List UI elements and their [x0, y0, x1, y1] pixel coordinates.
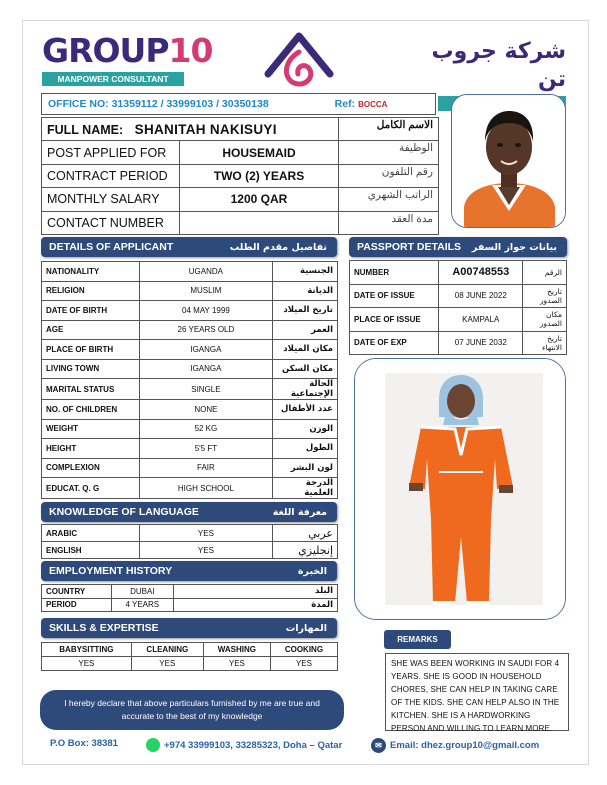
passport-row	[350, 308, 567, 332]
skill-header: BABYSITTING	[42, 643, 132, 657]
passport-label: DATE OF EXP	[350, 331, 439, 355]
passport-label: NUMBER	[350, 261, 439, 285]
language-section-title-ar: معرفة اللغة	[272, 506, 327, 518]
applicant-ar: عدد الأطفال	[273, 400, 338, 420]
ref-value: BOCCA	[358, 99, 388, 109]
employment-value: DUBAI	[111, 585, 173, 599]
summary-value: TWO (2) YEARS	[179, 164, 339, 187]
applicant-value: SINGLE	[139, 379, 272, 400]
applicant-row	[42, 439, 338, 459]
skill-value: YES	[131, 657, 203, 671]
employment-row	[42, 598, 338, 612]
passport-ar: مكان الصدور	[523, 308, 567, 332]
language-value: YES	[139, 525, 272, 542]
summary-table	[41, 117, 439, 235]
applicant-row	[42, 301, 338, 321]
applicant-value: NONE	[139, 400, 272, 420]
applicant-ar: الوزن	[273, 419, 338, 439]
applicant-ar: الجنسية	[273, 262, 338, 282]
applicant-value: 5'5 FT	[139, 439, 272, 459]
office-row	[41, 93, 436, 115]
applicant-label: AGE	[42, 320, 140, 340]
applicant-table	[41, 261, 338, 499]
full-name-cell	[42, 118, 339, 141]
office-numbers: OFFICE NO: 31359112 / 33999103 / 30350138	[48, 98, 269, 110]
applicant-ar: الدرجة العلمية	[273, 478, 338, 499]
applicant-ar: الطول	[273, 439, 338, 459]
language-value: YES	[139, 542, 272, 559]
email-icon: ✉	[371, 738, 386, 753]
language-section-header	[41, 502, 337, 522]
applicant-label: PLACE OF BIRTH	[42, 340, 140, 360]
applicant-label: DATE OF BIRTH	[42, 301, 140, 321]
summary-value: 1200 QAR	[179, 188, 339, 211]
summary-row	[42, 164, 439, 187]
full-name-ar: الاسم الكامل	[339, 118, 439, 141]
skills-section-title: SKILLS & EXPERTISE	[49, 622, 159, 634]
remarks-title: REMARKS	[384, 630, 451, 649]
employment-section-header	[41, 561, 337, 581]
applicant-value: UGANDA	[139, 262, 272, 282]
passport-row	[350, 261, 567, 285]
ref-label: Ref:	[334, 98, 356, 110]
applicant-section-title: DETAILS OF APPLICANT	[49, 241, 174, 253]
footer-email[interactable]	[371, 738, 539, 753]
applicant-row	[42, 458, 338, 478]
applicant-row	[42, 478, 338, 499]
passport-value: 07 JUNE 2032	[439, 331, 523, 355]
applicant-row	[42, 262, 338, 282]
passport-table	[349, 260, 567, 355]
skill-value: YES	[203, 657, 270, 671]
applicant-ar: الديانة	[273, 281, 338, 301]
summary-value	[179, 211, 339, 234]
applicant-row	[42, 281, 338, 301]
headshot-photo	[451, 94, 566, 228]
summary-value: HOUSEMAID	[179, 141, 339, 164]
declaration-banner: I hereby declare that above particulars furnished by me are true and accurate to the best of my knowledge	[40, 690, 344, 730]
applicant-value: IGANGA	[139, 340, 272, 360]
passport-label: PLACE OF ISSUE	[350, 308, 439, 332]
applicant-label: NO. OF CHILDREN	[42, 400, 140, 420]
applicant-ar: لون البشر	[273, 458, 338, 478]
applicant-value: MUSLIM	[139, 281, 272, 301]
language-ar: عربي	[273, 525, 338, 542]
applicant-label: HEIGHT	[42, 439, 140, 459]
passport-ar: تاريخ الانتهاء	[523, 331, 567, 355]
applicant-row	[42, 419, 338, 439]
applicant-section-header	[41, 237, 337, 257]
skill-header: CLEANING	[131, 643, 203, 657]
applicant-ar: العمر	[273, 320, 338, 340]
employment-value: 4 YEARS	[111, 598, 173, 612]
summary-ar: مدة العقد	[339, 211, 439, 234]
summary-ar: الوظيفة	[339, 141, 439, 164]
summary-label: CONTRACT PERIOD	[42, 164, 180, 187]
applicant-label: NATIONALITY	[42, 262, 140, 282]
summary-label: MONTHLY SALARY	[42, 188, 180, 211]
skills-section-title-ar: المهارات	[285, 622, 327, 634]
passport-ar: تاريخ الصدور	[523, 284, 567, 308]
summary-ar: الراتب الشهري	[339, 188, 439, 211]
skills-value-row	[42, 657, 338, 671]
remarks-text: SHE WAS BEEN WORKING IN SAUDI FOR 4 YEARS. SHE IS GOOD IN HOUSEHOLD CHORES, SHE CAN HELP IN TAKING CARE OF THE KIDS. SHE CAN HELP ALSO IN THE KITCHEN. SHE IS A HARDWORKING PERSON AND WILLING TO LEARN MORE.	[385, 653, 569, 731]
employment-table	[41, 584, 338, 612]
footer-po-box	[50, 738, 118, 749]
employment-ar: المدة	[173, 598, 337, 612]
passport-row	[350, 284, 567, 308]
passport-value: A00748553	[439, 261, 523, 285]
applicant-value: 26 YEARS OLD	[139, 320, 272, 340]
brand-name-part1: GROUP	[42, 31, 169, 70]
applicant-ar: مكان السكن	[273, 359, 338, 379]
full-body-photo	[354, 358, 566, 620]
summary-row	[42, 211, 439, 234]
skill-header: COOKING	[270, 643, 337, 657]
employment-ar: البلد	[173, 585, 337, 599]
applicant-value: FAIR	[139, 458, 272, 478]
applicant-value: 04 MAY 1999	[139, 301, 272, 321]
skills-header-row	[42, 643, 338, 657]
applicant-ar: تاريخ الميلاد	[273, 301, 338, 321]
employment-label: COUNTRY	[42, 585, 112, 599]
passport-section-title-ar: بيانات جواز السفر	[471, 241, 557, 253]
group10-logo	[42, 31, 213, 86]
skills-table	[41, 642, 338, 671]
language-label: ARABIC	[42, 525, 140, 542]
applicant-value: IGANGA	[139, 359, 272, 379]
applicant-row	[42, 379, 338, 400]
passport-label: DATE OF ISSUE	[350, 284, 439, 308]
passport-section-title: PASSPORT DETAILS	[357, 241, 462, 253]
summary-label: POST APPLIED FOR	[42, 141, 180, 164]
full-name-value: SHANITAH NAKISUYI	[134, 121, 277, 137]
employment-section-title: EMPLOYMENT HISTORY	[49, 565, 173, 577]
employment-label: PERIOD	[42, 598, 112, 612]
employment-row	[42, 585, 338, 599]
language-table	[41, 524, 338, 559]
applicant-label: LIVING TOWN	[42, 359, 140, 379]
applicant-label: MARITAL STATUS	[42, 379, 140, 400]
full-name-label: FULL NAME:	[47, 122, 124, 137]
language-row	[42, 542, 338, 559]
applicant-row	[42, 340, 338, 360]
brand-emblem-icon	[264, 30, 334, 90]
skill-value: YES	[270, 657, 337, 671]
skills-section-header	[41, 618, 337, 638]
summary-label: CONTACT NUMBER	[42, 211, 180, 234]
skill-header: WASHING	[203, 643, 270, 657]
language-row	[42, 525, 338, 542]
language-ar: إنجليزي	[273, 542, 338, 559]
skill-value: YES	[42, 657, 132, 671]
applicant-row	[42, 320, 338, 340]
passport-ar: الرقم	[523, 261, 567, 285]
passport-value: 08 JUNE 2022	[439, 284, 523, 308]
whatsapp-icon	[146, 738, 160, 752]
footer-phone	[146, 738, 342, 752]
applicant-label: COMPLEXION	[42, 458, 140, 478]
applicant-row	[42, 400, 338, 420]
passport-section-header	[349, 237, 567, 257]
passport-row	[350, 331, 567, 355]
applicant-label: WEIGHT	[42, 419, 140, 439]
email-text[interactable]: Email: dhez.group10@gmail.com	[390, 740, 540, 751]
applicant-row	[42, 359, 338, 379]
passport-value: KAMPALA	[439, 308, 523, 332]
applicant-ar: مكان الميلاد	[273, 340, 338, 360]
brand-name-part2: 10	[168, 31, 213, 70]
applicant-section-title-ar: تفاصيل مقدم الطلب	[229, 241, 327, 253]
summary-row	[42, 188, 439, 211]
language-section-title: KNOWLEDGE OF LANGUAGE	[49, 506, 199, 518]
applicant-ar: الحالة الإجتماعية	[273, 379, 338, 400]
applicant-label: RELIGION	[42, 281, 140, 301]
summary-row	[42, 141, 439, 164]
po-box-text: P.O Box: 38381	[50, 738, 118, 749]
full-name-row	[42, 118, 439, 141]
applicant-value: HIGH SCHOOL	[139, 478, 272, 499]
employment-section-title-ar: الخبرة	[297, 565, 327, 577]
applicant-value: 52 KG	[139, 419, 272, 439]
brand-tagline: MANPOWER CONSULTANT	[42, 72, 184, 86]
brand-arabic-name: شركة جروب تن	[431, 39, 566, 92]
applicant-label: EDUCAT. Q. G	[42, 478, 140, 499]
language-label: ENGLISH	[42, 542, 140, 559]
phone-text: +974 33999103, 33285323, Doha – Qatar	[164, 739, 343, 751]
summary-ar: رقم التلفون	[339, 164, 439, 187]
